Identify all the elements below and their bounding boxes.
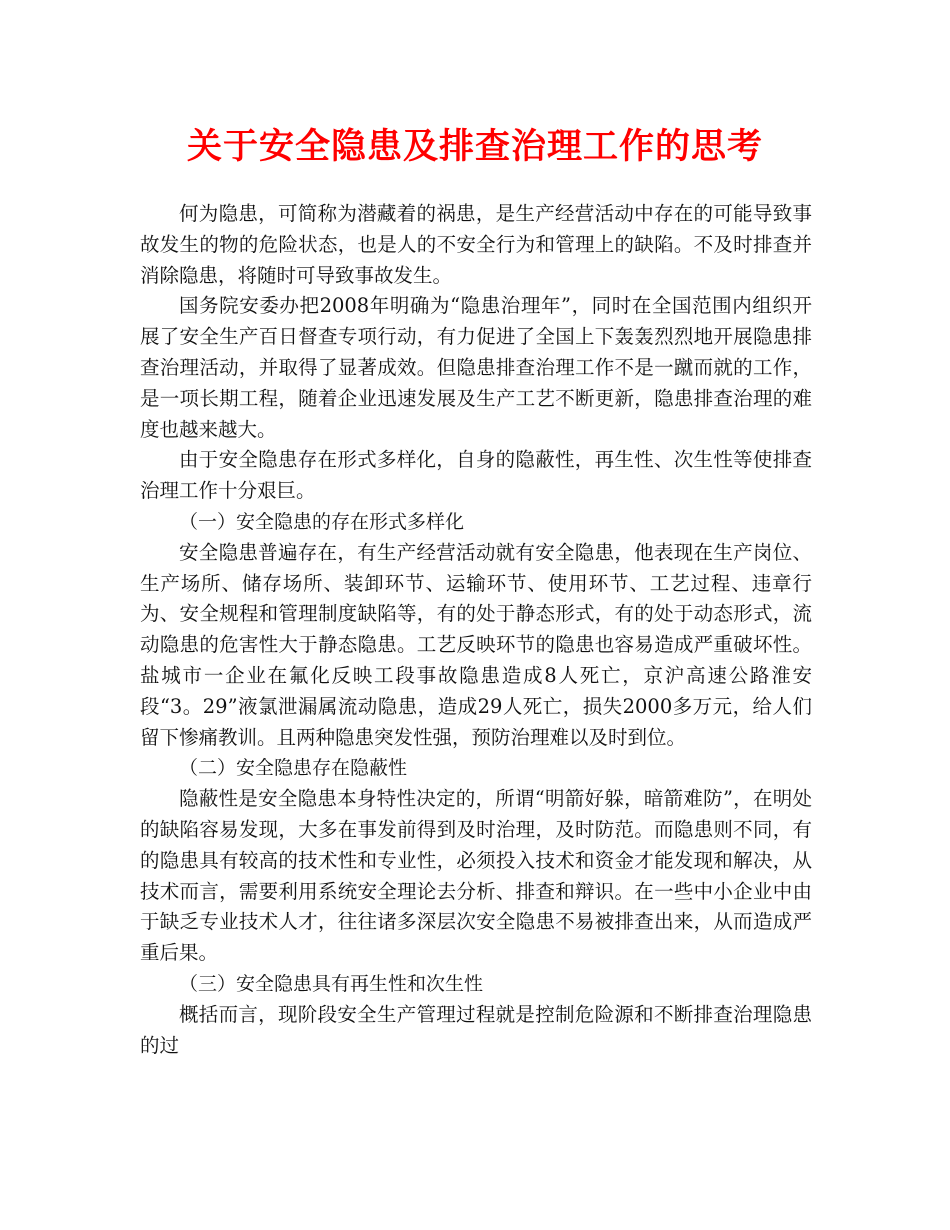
section-text-2: 隐蔽性是安全隐患本身特性决定的，所谓“明箭好躲，暗箭难防”，在明处的缺陷容易发现，大多在事发前得到及时治理，及时防范。而隐患则不同，有的隐患具有较高的技术性和专业性，必须投入技术和资金才能发现和解决，从技术而言，需要利用系统安全理论去分析、排查和辩识。在一些中小企业中由于缺乏专业技术人才，往往诸多深层次安全隐患不易被排查出来，从而造成严重后果。 xyxy=(140,787,812,965)
section-heading-1: （一）安全隐患的存在形式多样化 xyxy=(179,510,465,533)
section-text-3: 概括而言，现阶段安全生产管理过程就是控制危险源和不断排查治理隐患的过 xyxy=(140,1002,812,1057)
document-title: 关于安全隐患及排查治理工作的思考 xyxy=(186,126,763,167)
intro-paragraph-2: 国务院安委办把2008年明确为“隐患治理年”，同时在全国范围内组织开展了安全生产百日督查专项行动，有力促进了全国上下轰轰烈烈地开展隐患排查治理活动，并取得了显著成效。但隐患排查治理工作不是一蹴而就的工作，是一项长期工程，随着企业迅速发展及生产工艺不断更新，隐患排查治理的难度也越来越大。 xyxy=(140,294,812,441)
intro-paragraph-3: 由于安全隐患存在形式多样化，自身的隐蔽性，再生性、次生性等使排查治理工作十分艰巨。 xyxy=(140,448,812,503)
intro-paragraph-1: 何为隐患，可简称为潜藏着的祸患，是生产经营活动中存在的可能导致事故发生的物的危险状态，也是人的不安全行为和管理上的缺陷。不及时排查并消除隐患，将随时可导致事故发生。 xyxy=(140,202,812,287)
section-heading-2: （二）安全隐患存在隐蔽性 xyxy=(179,757,408,780)
document-body xyxy=(140,199,812,1061)
section-heading-3: （三）安全隐患具有再生性和次生性 xyxy=(179,972,484,995)
section-text-1: 安全隐患普遍存在，有生产经营活动就有安全隐患，他表现在生产岗位、生产场所、储存场所、装卸环节、运输环节、使用环节、工艺过程、违章行为、安全规程和管理制度缺陷等，有的处于静态形式，有的处于动态形式，流动隐患的危害性大于静态隐患。工艺反映环节的隐患也容易造成严重破坏性。盐城市一企业在氟化反映工段事故隐患造成8人死亡，京沪高速公路淮安段“3。29”液氯泄漏属流动隐患，造成29人死亡，损失2000多万元，给人们留下惨痛教训。且两种隐患突发性强，预防治理难以及时到位。 xyxy=(140,540,812,749)
